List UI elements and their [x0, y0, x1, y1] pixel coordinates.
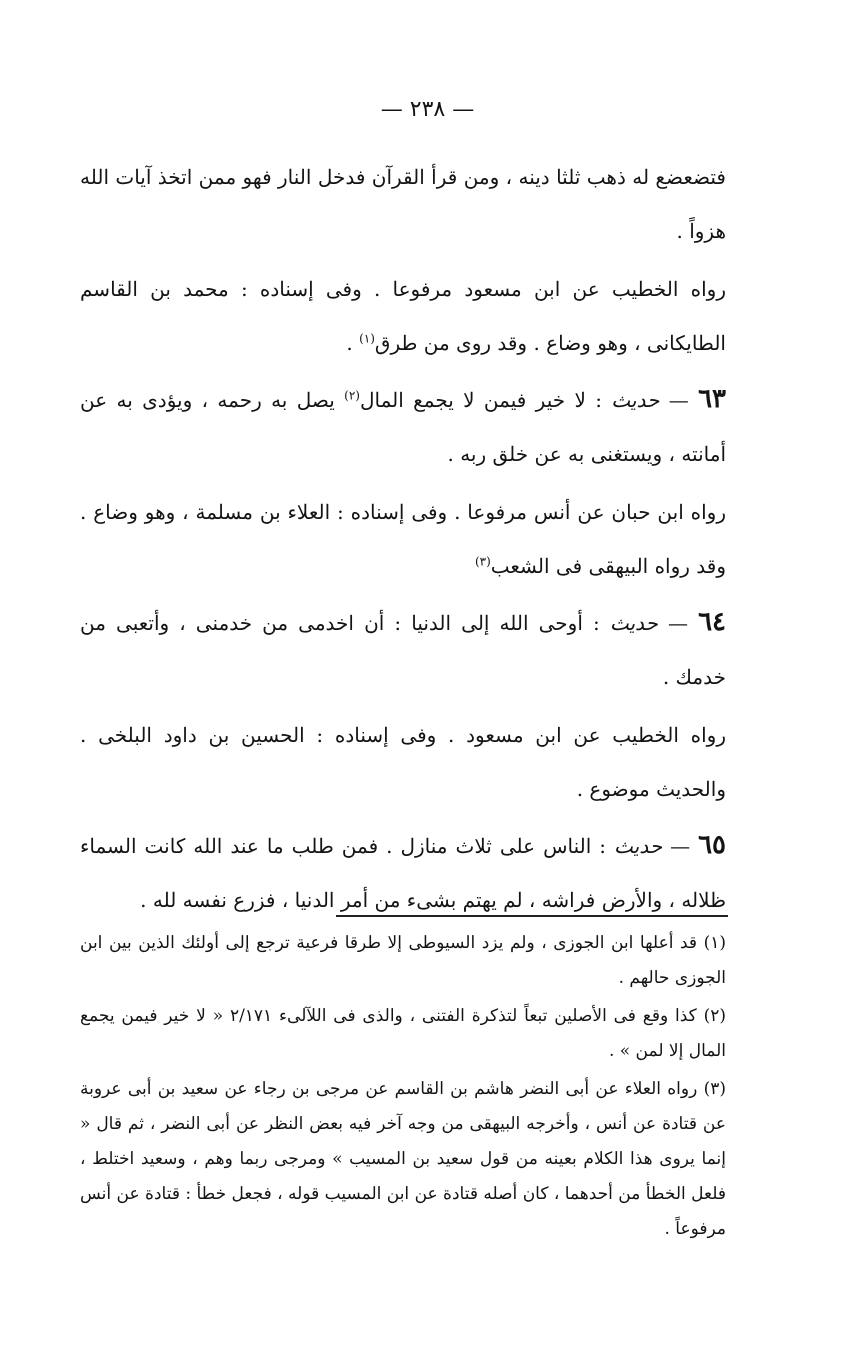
hadith-65 [80, 818, 726, 927]
paragraph-narration-64: رواه الخطيب عن ابن مسعود . وفى إسناده : الحسين بن داود البلخى . والحديث موضوع . [80, 723, 726, 801]
hadith-dash: — [657, 611, 699, 635]
hadith-word: حديث [614, 834, 663, 858]
narration-end: . [346, 331, 360, 355]
hadith-63 [80, 372, 726, 481]
page-number: — ٢٣٨ — [380, 97, 475, 122]
hadith-text: : الناس على ثلاث منازل . فمن طلب ما عند الله كانت السماء ظلاله ، والأرض فراشه ، لم يهتم بشىء من أمر الدنيا ، فزرع نفسه لله . [80, 834, 726, 912]
footnote-1: (١) قد أعلها ابن الجوزى ، ولم يزد السيوطى إلا طرقا فرعية ترجع إلى أولئك الذين بين ابن الجوزى حالهم . [80, 933, 726, 988]
narration-text: رواه الخطيب عن ابن مسعود مرفوعا . وفى إسناده : محمد بن القاسم الطايكانى ، وهو وضاع . وقد روى من طرق [80, 277, 726, 355]
footnote-ref-2[interactable]: (٢) [344, 388, 360, 403]
hadith-dash: — [659, 388, 699, 412]
footnotes [80, 926, 726, 1250]
footnote-divider [336, 915, 728, 917]
paragraph-narration-63 [80, 485, 726, 593]
hadith-dash: — [662, 834, 699, 858]
hadith-64 [80, 595, 726, 704]
hadith-text: : أوحى الله إلى الدنيا : أن اخدمى من خدمنى ، وأتعبى من خدمك . [80, 611, 726, 689]
main-text [80, 150, 726, 927]
hadith-number: ٦٤ [698, 607, 727, 637]
hadith-number: ٦٥ [698, 830, 727, 860]
hadith-text: : لا خير فيمن لا يجمع المال [359, 388, 612, 412]
footnote-ref-3[interactable]: (٣) [474, 554, 491, 569]
hadith-word: حديث [609, 611, 658, 635]
footnote-3: (٣) رواه العلاء عن أبى النضر هاشم بن القاسم عن مرجى بن رجاء عن سعيد بن أبى عروبة عن قتادة عن أنس ، وأخرجه البيهقى من وجه آخر فيه بعض النظر عن أبى النضر ، ثم قال « إنما يروى هذا الكلام بعينه من قول سعيد بن المسيب » ومرجى ربما وهم ، وسعيد اختلط ، فلعل الخطأ من أحدهما ، كان أصله قتادة عن ابن المسيب قوله ، فجعل خطأ : قتادة عن أنس مرفوعاً . [80, 1079, 726, 1239]
hadith-text-continued: يصل به رحمه ، ويؤدى به عن أمانته ، ويستغنى به عن خلق ربه . [80, 388, 726, 466]
paragraph-continuation: فتضعضع له ذهب ثلثا دينه ، ومن قرأ القرآن فدخل النار فهو ممن اتخذ آيات الله هزواً . [80, 165, 726, 243]
footnote-2: (٢) كذا وقع فى الأصلين تبعاً لتذكرة الفتنى ، والذى فى اللآلىء ٢/١٧١ « لا خير فيمن يجمع المال إلا لمن » . [80, 1006, 726, 1061]
hadith-word: حديث [611, 388, 660, 412]
hadith-number: ٦٣ [698, 384, 727, 414]
footnote-ref-1[interactable]: (١) [359, 331, 375, 346]
narration-text: رواه ابن حبان عن أنس مرفوعا . وفى إسناده : العلاء بن مسلمة ، وهو وضاع . وقد رواه البيهقى فى الشعب [80, 500, 726, 578]
paragraph-narration-62 [80, 262, 726, 370]
